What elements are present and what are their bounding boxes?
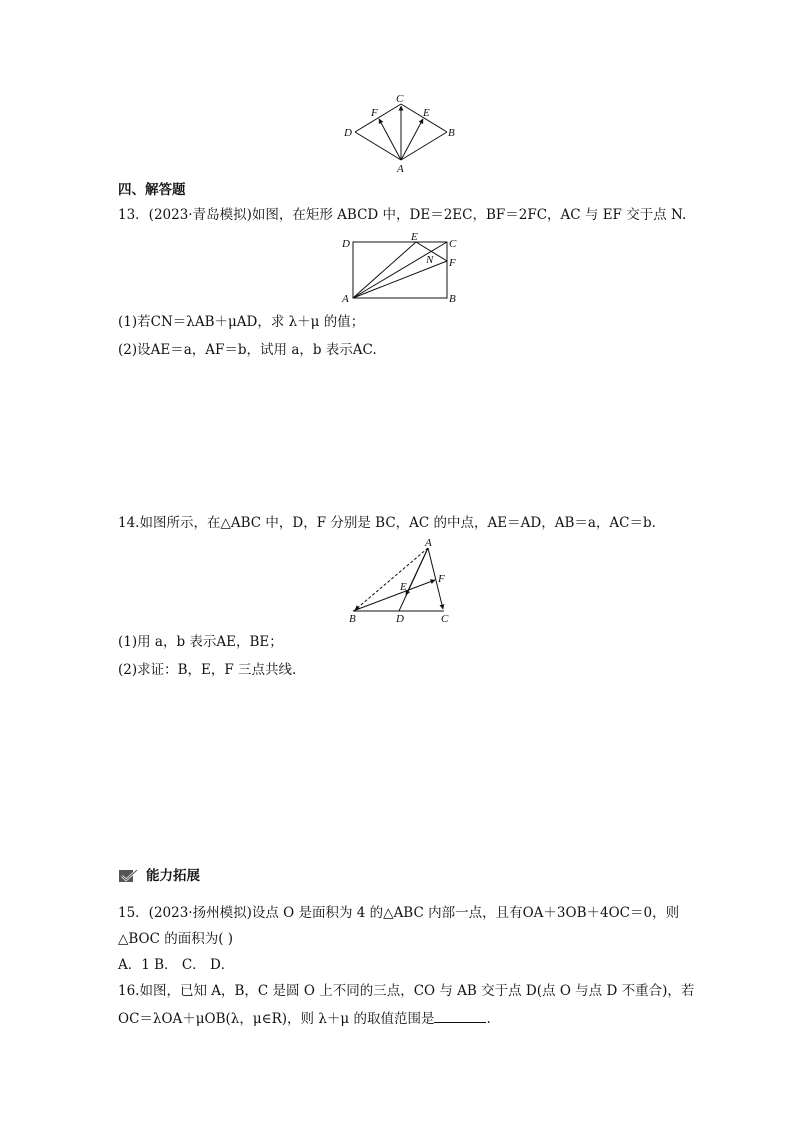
label-E: E <box>400 581 407 593</box>
q15-stem-line2: △BOC 的面积为( ) <box>118 931 234 947</box>
figure-q14 <box>340 538 465 626</box>
segment-DA <box>355 132 401 160</box>
section-ability-header <box>118 866 200 886</box>
label-F: F <box>371 107 378 119</box>
q14-stem: 14.如图所示，在△ABC 中，D，F 分别是 BC，AC 的中点，AE＝AD，AB＝a，AC＝b. <box>118 515 656 531</box>
label-B: B <box>349 613 356 625</box>
label-E: E <box>423 107 430 119</box>
answer-blank[interactable] <box>434 1008 486 1023</box>
q13-stem: 13．(2023·青岛模拟)如图，在矩形 ABCD 中，DE＝2EC，BF＝2FC，AC 与 EF 交于点 N. <box>118 207 687 223</box>
label-A: A <box>342 293 349 305</box>
segment-AE <box>353 242 416 298</box>
q14-part2: (2)求证：B，E，F 三点共线. <box>118 662 297 678</box>
figure-q12 <box>335 92 465 178</box>
vector-AB <box>355 548 428 610</box>
segment-DC <box>355 104 401 132</box>
label-C: C <box>449 238 457 250</box>
vector-AE <box>406 548 428 595</box>
checkbox-icon <box>118 868 140 884</box>
label-D: D <box>342 238 350 250</box>
segment-BA <box>401 132 447 160</box>
label-D: D <box>396 613 404 625</box>
label-C: C <box>396 93 404 105</box>
label-E: E <box>411 232 418 243</box>
q16-stem-line2 <box>118 1008 491 1029</box>
vector-BF <box>353 580 435 611</box>
label-F: F <box>449 257 456 269</box>
q14-part1: (1)用 a，b 表示AE，BE； <box>118 634 283 650</box>
q15-options: A．1 B． C． D． <box>118 957 235 973</box>
q16-stem-end: . <box>486 1011 491 1027</box>
label-A: A <box>397 163 404 175</box>
segment-AF <box>353 261 447 298</box>
section-ability-title: 能力拓展 <box>146 868 200 884</box>
q16-stem-line1: 16.如图，已知 A，B，C 是圆 O 上不同的三点，CO 与 AB 交于点 D(点 O 与点 D 不重合)，若 <box>118 983 695 999</box>
q13-part1: (1)若CN＝λAB＋μAD，求 λ＋μ 的值； <box>118 314 365 330</box>
label-N: N <box>426 254 434 266</box>
q15-stem-line1: 15．(2023·扬州模拟)设点 O 是面积为 4 的△ABC 内部一点，且有OA＋3OB＋4OC＝0，则 <box>118 905 680 921</box>
label-D: D <box>344 127 352 139</box>
label-C: C <box>441 613 449 625</box>
section-title-answer: 四、解答题 <box>118 182 186 198</box>
q13-part2: (2)设AE＝a，AF＝b，试用 a，b 表示AC. <box>118 342 377 358</box>
segment-AC <box>353 242 447 298</box>
figure-q13 <box>338 232 468 306</box>
q16-stem-text: OC＝λOA＋μOB(λ，μ∈R)，则 λ＋μ 的取值范围是 <box>118 1011 435 1027</box>
label-F: F <box>438 573 445 585</box>
label-B: B <box>449 293 456 305</box>
label-A: A <box>425 538 432 549</box>
label-B: B <box>448 127 455 139</box>
